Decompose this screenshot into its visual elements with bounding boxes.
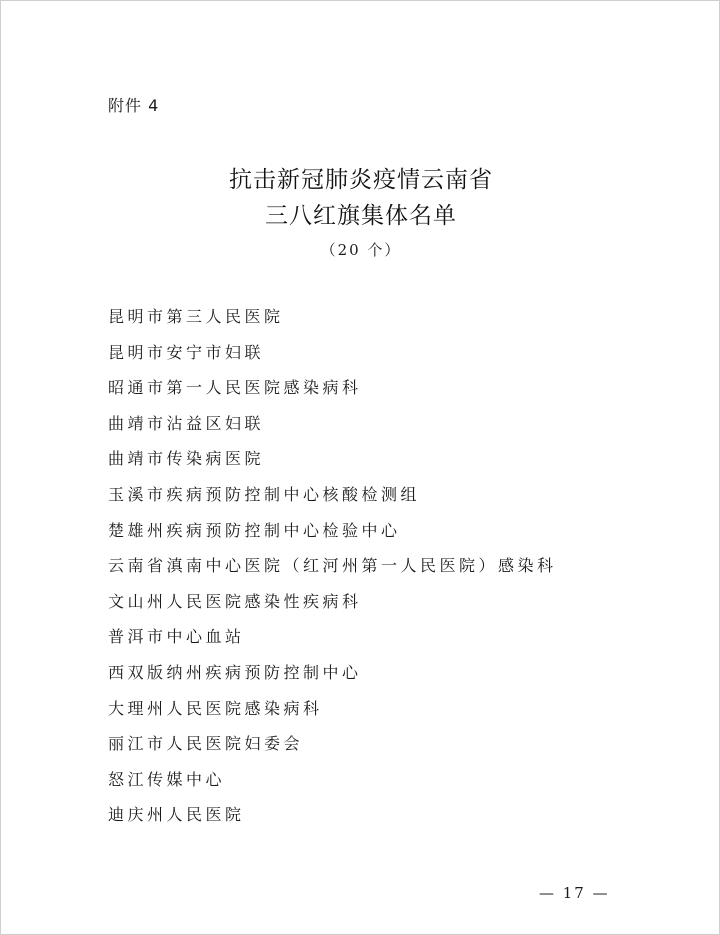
list-item: 玉溪市疾病预防控制中心核酸检测组	[108, 484, 421, 504]
list-item: 怒江传媒中心	[108, 769, 226, 789]
list-item: 大理州人民医院感染病科	[108, 698, 323, 718]
list-item: 昭通市第一人民医院感染病科	[108, 378, 362, 398]
collective-list	[108, 305, 557, 839]
attachment-label: 附件 4	[108, 96, 160, 115]
list-item: 楚雄州疾病预防控制中心检验中心	[108, 520, 401, 540]
list-item: 云南省滇南中心医院（红河州第一人民医院）感染科	[108, 556, 557, 576]
list-item: 丽江市人民医院妇委会	[108, 734, 304, 754]
list-item: 曲靖市沾益区妇联	[108, 413, 265, 433]
collective-count: （20 个）	[320, 241, 402, 259]
list-item: 昆明市第三人民医院	[108, 307, 284, 326]
list-item: 西双版纳州疾病预防控制中心	[108, 662, 362, 682]
list-item: 普洱市中心血站	[108, 627, 245, 647]
list-item: 曲靖市传染病医院	[108, 449, 265, 469]
list-item: 迪庆州人民医院	[108, 805, 245, 825]
title-line-2: 三八红旗集体名单	[265, 203, 457, 229]
list-item: 昆明市安宁市妇联	[108, 342, 265, 362]
list-item: 文山州人民医院感染性疾病科	[108, 591, 362, 611]
title-line-1: 抗击新冠肺炎疫情云南省	[229, 167, 493, 193]
page-number: — 17 —	[539, 884, 610, 902]
